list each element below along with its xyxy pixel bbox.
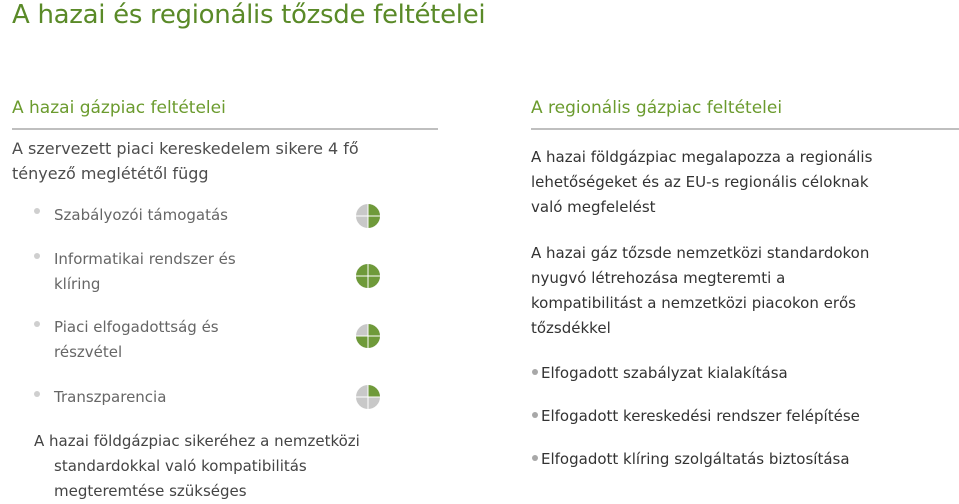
right-para-1 [531,145,872,220]
page-title: A hazai és regionális tőzsde feltételei [12,0,486,30]
conclusion-line: standardokkal való kompatibilitás [54,457,307,475]
factor-label [54,385,166,410]
para-line: kompatibilitást a nemzetközi piacokon erős [531,294,856,312]
pie-icon [355,384,381,410]
para-line: A hazai gáz tőzsde nemzetközi standardokon [531,244,870,262]
para-line: való megfelelést [531,198,656,216]
para-line: nyugvó létrehozása megteremti a [531,269,786,287]
intro-line: A szervezett piaci kereskedelem sikere 4 fő [12,139,359,158]
pie-fill [368,385,380,397]
para-line: lehetőségeket és az EU-s regionális céloknak [531,173,869,191]
right-bullet-item: Elfogadott szabályzat kialakítása [541,364,788,382]
right-bullet-item: Elfogadott kereskedési rendszer felépítése [541,407,860,425]
factor-label [54,203,228,228]
para-line: A hazai földgázpiac megalapozza a regionális [531,148,873,166]
factor-line: Informatikai rendszer és [54,250,236,268]
bullet-dot [532,412,538,418]
bullet-dot [34,321,40,327]
bullet-dot [532,369,538,375]
right-bullet-item: Elfogadott klíring szolgáltatás biztosítása [541,450,850,468]
factor-label [54,247,236,297]
right-divider [531,128,959,130]
intro-line: tényező meglététől függ [12,164,209,183]
conclusion-line: A hazai földgázpiac sikeréhez a nemzetközi [34,432,360,450]
pie-icon [355,323,381,349]
factor-label [54,315,219,365]
factor-line: Piaci elfogadottság és [54,318,219,336]
right-para-2 [531,241,869,341]
bullet-dot [532,455,538,461]
bullet-dot [34,391,40,397]
factor-line: klíring [54,275,101,293]
factor-line: részvétel [54,343,123,361]
pie-icon [355,203,381,229]
factor-line: Transzparencia [54,388,167,406]
bullet-dot [34,208,40,214]
para-line: tőzsdékkel [531,319,611,337]
right-heading: A regionális gázpiac feltételei [531,98,783,118]
conclusion-line: megteremtése szükséges [54,482,247,500]
left-conclusion [34,429,360,504]
left-intro [12,136,359,186]
bullet-dot [34,253,40,259]
left-divider [12,128,438,130]
pie-icon [355,263,381,289]
left-heading: A hazai gázpiac feltételei [12,98,226,118]
factor-line: Szabályozói támogatás [54,206,228,224]
